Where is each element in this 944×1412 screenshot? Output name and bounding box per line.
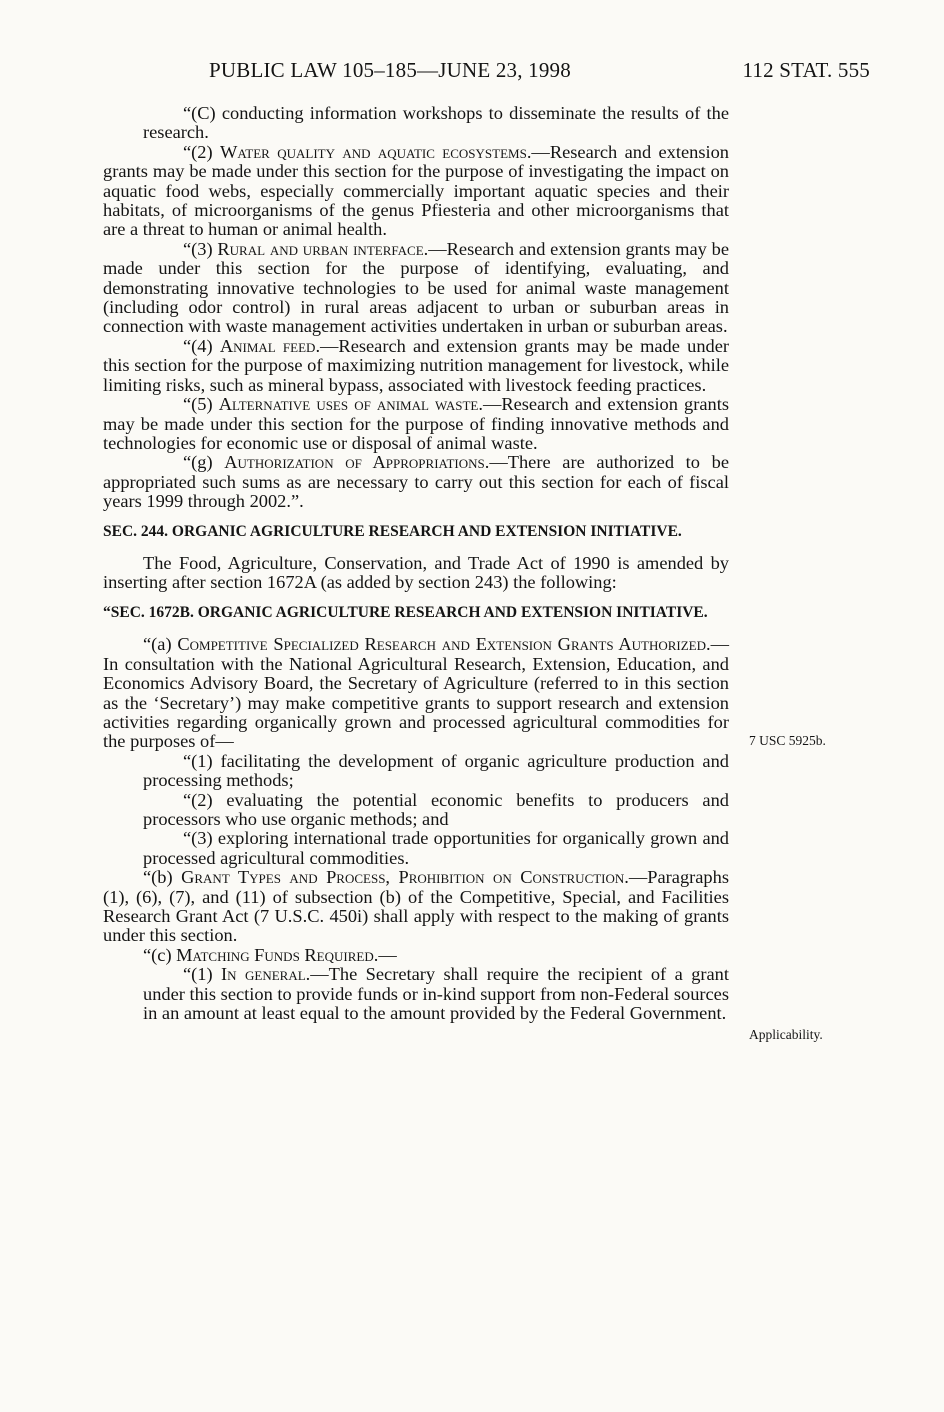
paragraph-4-animal-feed: “(4) Animal feed.—Research and extension grants may be made under this section for the purpose of maximizing nutrition management for livestock, while limiting risks, such as mineral bypass, associated with livestock feeding practices. [103,335,730,395]
paragraph-g-authorization: “(g) Authorization of Appropriations.—There are authorized to be appropriated such sums as are necessary to carry out this section for each of fiscal years 1999 through 2002.”. [103,452,729,512]
paragraph-2-water-quality: “(2) Water quality and aquatic ecosystems.—Research and extension grants may be made under this section for the purpose of investigating the impact on aquatic food webs, especially commercially important aquatic species and their habitats, of microorganisms of the genus Pfiesteria and other microorganisms that are a threat to human or animal health. [103,141,729,240]
header-stat-page: 112 STAT. 555 [742,58,870,82]
paragraph-3-rural-urban: “(3) Rural and urban interface.—Research and extension grants may be made under this section for the purpose of identifying, evaluating, and demonstrating innovative technologies to be used for animal waste management (including odor control) in rural areas adjacent to urban or suburban areas in connection with waste management activities undertaken in urban or suburban areas. [103,238,729,337]
heading-rural-urban: Rural and urban interface [217,238,424,259]
heading-authorization: Authorization of Appropriations [224,452,485,473]
paragraph-a-competitive-grants: “(a) Competitive Specialized Research and Extension Grants Authorized.—In consultation with the National Agricultural Research, Extension, Education, and Economics Advisory Board, the Secretary of Agriculture (referred to in this section as the ‘Secretary’) may make competitive grants to support research and extension activities regarding organically grown and processed agricultural commodities for the purposes of— [103,634,729,752]
paragraph-3-exploring: “(3) exploring international trade opportunities for organically grown and processed agricultural commodities. [143,828,729,868]
paragraph-b-grant-types: “(b) Grant Types and Process, Prohibition on Construction.—Paragraphs (1), (6), (7), and (11) of subsection (b) of the Competitive, Special, and Facilities Research Grant Act (7 U.S.C. 450i) shall apply with respect to the making of grants under this section. [103,867,729,946]
paragraph-c-workshops: “(C) conducting information workshops to disseminate the results of the research. [143,103,729,143]
heading-alternative-uses: Alternative uses of animal waste [218,394,479,415]
running-header [209,57,870,83]
paragraph-c-matching-funds: “(c) Matching Funds Required.— [143,944,397,965]
heading-competitive-grants: Competitive Specialized Research and Extension Grants Authorized [177,634,706,655]
margin-note-applicability: Applicability. [749,1027,823,1042]
paragraph-2-evaluating: “(2) evaluating the potential economic benefits to producers and processors who use organic methods; and [143,789,729,829]
heading-water-quality: Water quality and aquatic ecosystems [219,141,527,162]
section-244-heading: SEC. 244. ORGANIC AGRICULTURE RESEARCH AND EXTENSION INITIATIVE. [103,522,682,540]
paragraph-5-alternative-uses: “(5) Alternative uses of animal waste.—Research and extension grants may be made under this section for the purpose of finding innovative methods and technologies for economic use or disposal of animal waste. [103,394,729,453]
heading-animal-feed: Animal feed [219,335,316,356]
header-title: PUBLIC LAW 105–185—JUNE 23, 1998 [209,58,571,82]
margin-note-usc: 7 USC 5925b. [749,733,826,748]
paragraph-amendment-intro: The Food, Agriculture, Conservation, and Trade Act of 1990 is amended by inserting after section 1672A (as added by section 243) the following: [103,552,729,592]
heading-in-general: In general [221,964,306,985]
body-column [103,104,729,1023]
paragraph-1-facilitating: “(1) facilitating the development of organic agriculture production and processing methods; [143,750,729,791]
section-1672b-heading: “SEC. 1672B. ORGANIC AGRICULTURE RESEARCH AND EXTENSION INITIATIVE. [103,604,708,622]
paragraph-1-in-general: “(1) In general.—The Secretary shall require the recipient of a grant under this section to provide funds or in-kind support from non-Federal sources in an amount at least equal to the amount provided by the Federal Government. [143,964,729,1024]
heading-grant-types: Grant Types and Process, Prohibition on Construction [181,867,625,888]
heading-matching-funds: Matching Funds Required [176,944,374,965]
